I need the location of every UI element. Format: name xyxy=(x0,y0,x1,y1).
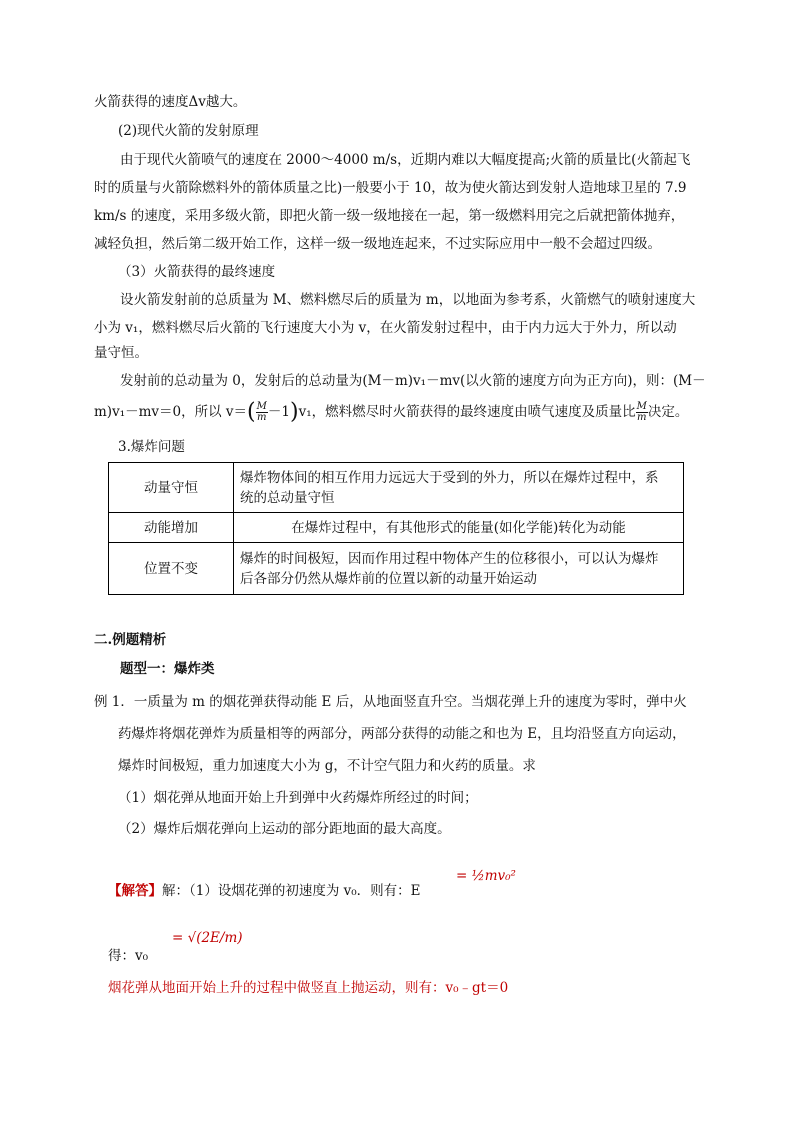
section-4-heading: 3.爆炸问题 xyxy=(118,439,185,455)
table-value xyxy=(234,543,684,595)
table-value: 在爆炸过程中，有其他形式的能量(如化学能)转化为动能 xyxy=(234,513,684,543)
example-1-question-1: （1）烟花弹从地面开始上升到弹中火药爆炸所经过的时间； xyxy=(118,790,478,806)
formula-text-a: m)v₁－mv＝0，所以 v＝ xyxy=(94,404,248,420)
table-value-line-1: 爆炸物体间的相互作用力远远大于受到的外力，所以在爆炸过程中，系 xyxy=(240,469,659,486)
type-1-heading: 题型一：爆炸类 xyxy=(120,661,215,677)
fraction-denominator: m xyxy=(637,412,647,423)
example-1-line-3: 爆炸时间极短，重力加速度大小为 g，不计空气阻力和火药的质量。求 xyxy=(118,758,536,774)
table-key: 位置不变 xyxy=(109,543,234,595)
fraction-numerator: M xyxy=(636,401,647,412)
fraction-M-over-m xyxy=(256,402,268,423)
section-3-line-5 xyxy=(94,399,689,425)
table-value-line-1: 爆炸的时间极短，因而作用过程中物体产生的位移很小，可以认为爆炸 xyxy=(240,550,659,567)
intro-line: 火箭获得的速度Δv越大。 xyxy=(94,94,247,110)
answer-text-1: 解：（1）设烟花弹的初速度为 v₀．则有：E xyxy=(162,883,421,899)
section-2-line-1: 由于现代火箭喷气的速度在 2000～4000 m/s，近期内难以大幅度提高;火箭的质量比(火箭起飞 xyxy=(120,152,691,168)
formula-text-c: v₁，燃料燃尽时火箭获得的最终速度由喷气速度及质量比 xyxy=(298,404,636,420)
table-key: 动量守恒 xyxy=(109,463,234,513)
equation-kinetic-energy: = ½mv₀² xyxy=(456,868,516,884)
answer-line-3: 烟花弹从地面开始上升的过程中做竖直上抛运动，则有：v₀﹣gt＝0 xyxy=(108,980,509,996)
table-row xyxy=(109,463,684,513)
section-2-line-3: km/s 的速度，采用多级火箭，即把火箭一级一级地接在一起，第一级燃料用完之后就把箭体抛弃， xyxy=(94,208,685,224)
answer-line-2: 得：v₀ xyxy=(108,948,149,964)
table-row xyxy=(109,543,684,595)
fraction-mass-ratio xyxy=(636,402,648,423)
part-2-heading: 二.例题精析 xyxy=(94,632,167,648)
section-2-heading: (2)现代火箭的发射原理 xyxy=(118,123,259,139)
paren-close: ) xyxy=(289,399,299,425)
example-1-line-2: 药爆炸将烟花弹炸为质量相等的两部分，两部分获得的动能之和也为 E，且均沿竖直方向运动， xyxy=(118,726,686,742)
explosion-table xyxy=(108,462,684,595)
fraction-numerator: M xyxy=(256,401,267,412)
section-3-heading: （3）火箭获得的最终速度 xyxy=(118,264,276,280)
formula-text-b: －1 xyxy=(267,404,290,420)
paren-open: ( xyxy=(247,399,256,425)
section-3-line-1: 设火箭发射前的总质量为 M、燃料燃尽后的质量为 m，以地面为参考系，火箭燃气的喷射速度大 xyxy=(120,292,696,308)
table-value-line-2: 统的总动量守恒 xyxy=(240,489,335,506)
table-value-line-2: 后各部分仍然从爆炸前的位置以新的动量开始运动 xyxy=(240,570,537,587)
answer-line-1 xyxy=(108,881,421,901)
example-1-question-2: （2）爆炸后烟花弹向上运动的部分距地面的最大高度。 xyxy=(118,821,451,837)
answer-tag: 【解答】 xyxy=(108,883,162,899)
example-1-line-1: 例 1．一质量为 m 的烟花弹获得动能 E 后，从地面竖直升空。当烟花弹上升的速度为零时，弹中火 xyxy=(94,694,687,710)
fraction-denominator: m xyxy=(257,412,267,423)
section-2-line-4: 减轻负担，然后第二级开始工作，这样一级一级地连起来，不过实际应用中一般不会超过四级。 xyxy=(94,236,661,252)
section-3-line-3: 量守恒。 xyxy=(94,345,148,361)
section-3-line-2: 小为 v₁，燃料燃尽后火箭的飞行速度大小为 v，在火箭发射过程中，由于内力远大于外力，所以动 xyxy=(94,320,677,336)
formula-text-d: 决定。 xyxy=(647,404,689,420)
section-3-line-4: 发射前的总动量为 0，发射后的总动量为(M－m)v₁－mv(以火箭的速度方向为正方向)，则：(M－ xyxy=(120,373,706,389)
equation-v0: = √(2E/m) xyxy=(172,930,243,946)
table-key: 动能增加 xyxy=(109,513,234,543)
table-value xyxy=(234,463,684,513)
table-row xyxy=(109,513,684,543)
section-2-line-2: 时的质量与火箭除燃料外的箭体质量之比)一般要小于 10，故为使火箭达到发射人造地球卫星的 7.9 xyxy=(94,180,687,196)
